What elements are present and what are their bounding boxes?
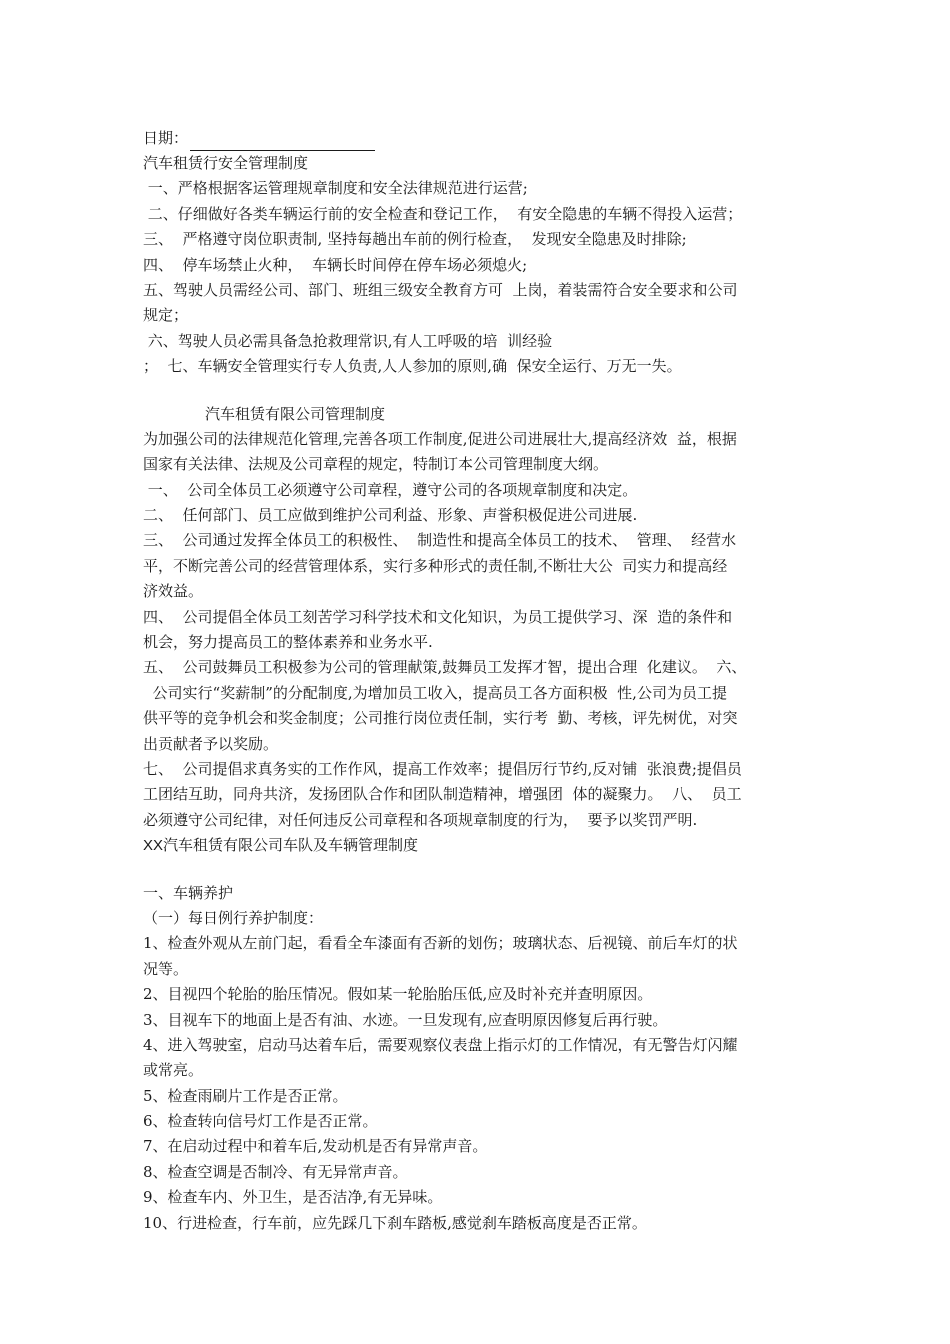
- list-item: 6、检查转向信号灯工作是否正常。: [143, 1112, 378, 1131]
- spacer: [143, 380, 815, 402]
- date-blank-line: [190, 134, 375, 151]
- spacer: [143, 859, 815, 881]
- document-page: [143, 126, 815, 1236]
- paragraph-line: 济效益。: [143, 582, 204, 601]
- paragraph-line: 规定；: [143, 306, 189, 325]
- date-field: [143, 126, 815, 151]
- paragraph-line: 出贡献者予以奖励。: [143, 734, 279, 753]
- paragraph-line: 七、 公司提倡求真务实的工作作风，提高工作效率；提倡厉行节约,反对铺 张浪费;提倡员: [143, 759, 742, 778]
- paragraph-line: 平，不断完善公司的经营管理体系，实行多种形式的责任制,不断壮大公 司实力和提高经: [143, 556, 728, 575]
- paragraph-line: 为加强公司的法律规范化管理,完善各项工作制度,促进公司进展壮大,提高经济效 益，根据: [143, 429, 737, 448]
- paragraph-line: 一、 公司全体员工必须遵守公司章程，遵守公司的各项规章制度和决定。: [143, 480, 638, 499]
- paragraph-line: 公司实行“奖薪制”的分配制度,为增加员工收入，提高员工各方面积极 性,公司为员工提: [143, 683, 727, 702]
- list-item: 或常亮。: [143, 1061, 204, 1080]
- subsection-title: 一、车辆养护: [143, 883, 234, 902]
- section-title: XX汽车租赁有限公司车队及车辆管理制度: [143, 837, 419, 855]
- list-item: 1、检查外观从左前门起，看看全车漆面有否新的划伤；玻璃状态、后视镜、前后车灯的状: [143, 934, 738, 953]
- paragraph-line: 五、驾驶人员需经公司、部门、班组三级安全教育方可 上岗，着装需符合安全要求和公司: [143, 280, 738, 299]
- paragraph-line: 国家有关法律、法规及公司章程的规定，特制订本公司管理制度大纲。: [143, 455, 609, 474]
- section-safety-rules: [143, 151, 815, 380]
- section-title: 汽车租赁行安全管理制度: [143, 154, 309, 172]
- paragraph-line: 四、 停车场禁止火种， 车辆长时间停在停车场必须熄火;: [143, 255, 528, 274]
- section-company-rules: [143, 402, 815, 834]
- paragraph-line: ； 七、车辆安全管理实行专人负责,人人参加的原则,确 保安全运行、万无一失。: [143, 357, 682, 376]
- list-item: 7、在启动过程中和着车后,发动机是否有异常声音。: [143, 1137, 488, 1156]
- section-title: 汽车租赁有限公司管理制度: [205, 404, 386, 423]
- list-item: 9、检查车内、外卫生，是否洁净,有无异味。: [143, 1188, 443, 1207]
- paragraph-line: 必须遵守公司纪律，对任何违反公司章程和各项规章制度的行为， 要予以奖罚严明.: [143, 810, 698, 829]
- list-item: 5、检查雨刷片工作是否正常。: [143, 1086, 348, 1105]
- paragraph-line: 三、 严格遵守岗位职责制, 坚持每趟出车前的例行检查， 发现安全隐患及时排除;: [143, 230, 687, 249]
- paragraph-line: 机会，努力提高员工的整体素养和业务水平.: [143, 633, 433, 652]
- paragraph-line: 四、 公司提倡全体员工刻苦学习科学技术和文化知识，为员工提供学习、深 造的条件和: [143, 607, 733, 626]
- sub-subsection-title: （一）每日例行养护制度：: [143, 908, 324, 927]
- paragraph-line: 工团结互助，同舟共济，发扬团队合作和团队制造精神，增强团 体的凝聚力。 八、 员工: [143, 785, 742, 804]
- list-item: 4、进入驾驶室，启动马达着车后，需要观察仪表盘上指示灯的工作情况，有无警告灯闪耀: [143, 1035, 738, 1054]
- list-item: 8、检查空调是否制冷、有无异常声音。: [143, 1162, 408, 1181]
- list-item: 2、目视四个轮胎的胎压情况。假如某一轮胎胎压低,应及时补充并查明原因。: [143, 985, 653, 1004]
- section-fleet-rules: [143, 833, 815, 1236]
- list-item: 3、目视车下的地面上是否有油、水迹。一旦发现有,应查明原因修复后再行驶。: [143, 1010, 668, 1029]
- paragraph-line: 二、仔细做好各类车辆运行前的安全检查和登记工作， 有安全隐患的车辆不得投入运营；: [143, 204, 743, 223]
- paragraph-line: 一、严格根据客运管理规章制度和安全法律规范进行运营;: [143, 179, 528, 198]
- list-item: 况等。: [143, 959, 189, 978]
- paragraph-line: 六、驾驶人员必需具备急抢救理常识,有人工呼吸的培 训经验: [143, 331, 553, 350]
- paragraph-line: 二、 任何部门、员工应做到维护公司利益、形象、声誉积极促进公司进展.: [143, 506, 638, 525]
- paragraph-line: 供平等的竞争机会和奖金制度；公司推行岗位责任制，实行考 勤、考核，评先树优，对突: [143, 709, 738, 728]
- list-item: 10、行进检查，行车前，应先踩几下刹车踏板,感觉刹车踏板高度是否正常。: [143, 1213, 647, 1232]
- paragraph-line: 五、 公司鼓舞员工积极参为公司的管理献策,鼓舞员工发挥才智，提出合理 化建议。 六、: [143, 658, 747, 677]
- date-label: 日期：: [143, 129, 189, 147]
- paragraph-line: 三、 公司通过发挥全体员工的积极性、 制造性和提高全体员工的技术、 管理、 经营水: [143, 531, 737, 550]
